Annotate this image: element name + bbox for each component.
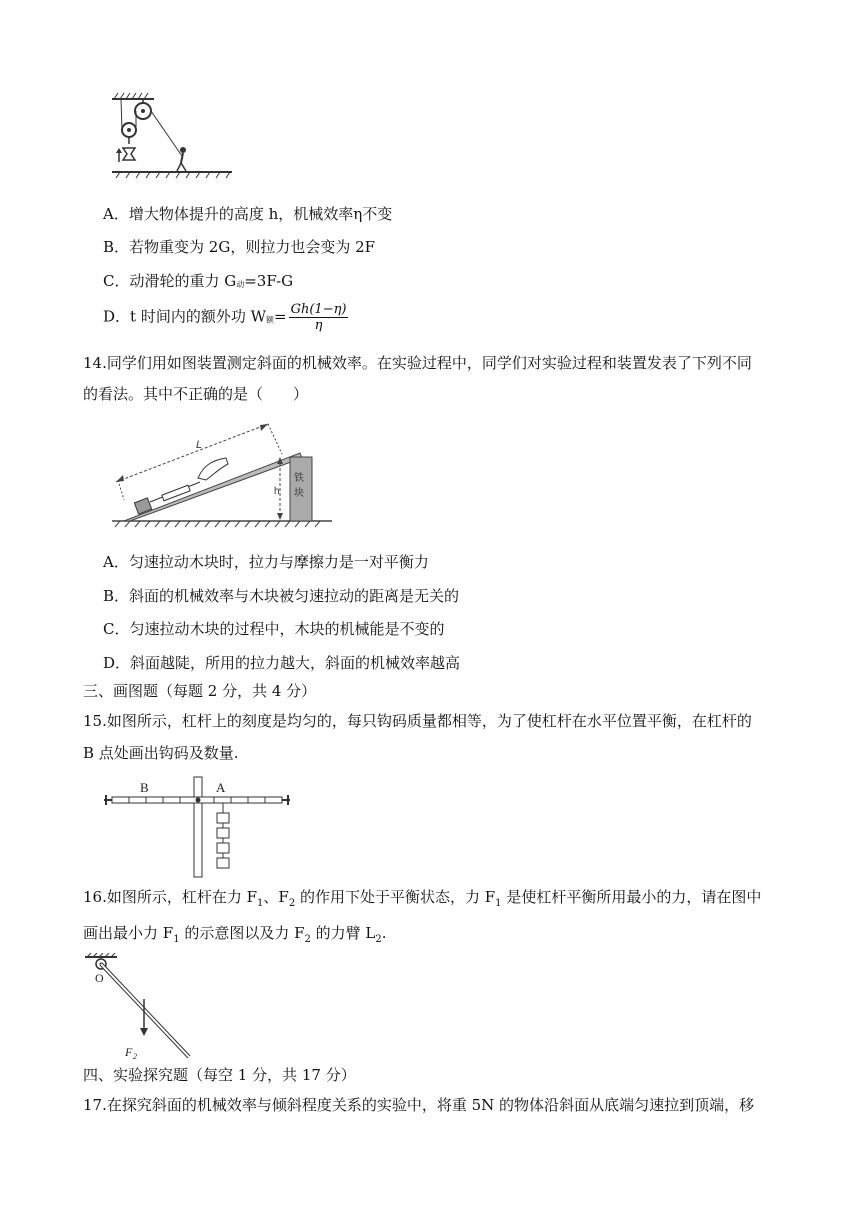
q14-option-d: D．斜面越陡，所用的拉力越大，斜面的机械效率越高 bbox=[103, 654, 461, 672]
incline-figure bbox=[110, 420, 335, 530]
length-label: L bbox=[196, 439, 203, 451]
q16-question-line-2 bbox=[83, 922, 387, 945]
q13-option-c bbox=[103, 270, 293, 291]
lever-force-figure bbox=[83, 953, 198, 1063]
point-b-label: B bbox=[140, 780, 149, 795]
q14-option-a: A．匀速拉动木块时，拉力与摩擦力是一对平衡力 bbox=[103, 553, 429, 571]
q13-option-c-subscript: 动 bbox=[236, 280, 245, 289]
q15-question-line-2: B 点处画出钩码及数量. bbox=[83, 744, 239, 762]
q16-text-2d: . bbox=[381, 924, 387, 942]
point-a-label: A bbox=[216, 780, 226, 795]
q14-option-c: C．匀速拉动木块的过程中，木块的机械能是不变的 bbox=[103, 620, 445, 638]
q13-option-d-text: D．t 时间内的额外功 W bbox=[103, 307, 267, 326]
q16-subscript-5: 2 bbox=[304, 934, 311, 945]
pulley-figure bbox=[108, 92, 238, 182]
iron-block-label-1: 铁 bbox=[294, 473, 304, 484]
q16-text-1b: 、F bbox=[263, 888, 289, 906]
q13-option-d-equals: = bbox=[274, 307, 287, 326]
fraction-numerator: Gh(1−η) bbox=[290, 302, 347, 317]
q13-option-a: A．增大物体提升的高度 h，机械效率η不变 bbox=[103, 205, 393, 223]
q16-subscript-4: 1 bbox=[173, 934, 180, 945]
q16-text-1a: 16.如图所示，杠杆在力 F bbox=[83, 888, 258, 906]
q16-subscript-3: 1 bbox=[495, 898, 502, 909]
q14-question-line-1: 14.同学们用如图装置测定斜面的机械效率。在实验过程中，同学们对实验过程和装置发表了下列不同 bbox=[83, 354, 752, 372]
q16-subscript-1: 1 bbox=[257, 898, 264, 909]
q16-text-1c: 的作用下处于平衡状态，力 F bbox=[295, 888, 496, 906]
q16-text-1d: 是使杠杆平衡所用最小的力，请在图中 bbox=[501, 888, 762, 906]
q13-option-b: B．若物重变为 2G，则拉力也会变为 2F bbox=[103, 238, 376, 256]
q16-text-2b: 的示意图以及力 F bbox=[179, 924, 305, 942]
force-f2-label: F bbox=[125, 1045, 133, 1059]
q13-option-d bbox=[103, 302, 348, 333]
q14-option-b: B．斜面的机械效率与木块被匀速拉动的距离是无关的 bbox=[103, 587, 460, 605]
q17-question-line-1: 17.在探究斜面的机械效率与倾斜程度关系的实验中，将重 5N 的物体沿斜面从底端匀速拉到顶端，移 bbox=[83, 1096, 755, 1114]
pivot-o-label: O bbox=[95, 971, 104, 985]
fraction-denominator: η bbox=[314, 318, 323, 333]
q16-question-line-1 bbox=[83, 886, 761, 909]
q16-subscript-6: 2 bbox=[375, 934, 382, 945]
iron-block-label-2: 块 bbox=[294, 488, 304, 499]
lever-figure bbox=[102, 775, 292, 878]
force-f2-subscript: 2 bbox=[133, 1052, 137, 1061]
q13-option-d-subscript: 额 bbox=[266, 315, 275, 325]
section-3-heading: 三、画图题（每题 2 分，共 4 分） bbox=[83, 682, 317, 700]
q13-option-d-fraction bbox=[289, 302, 349, 333]
q14-question-line-2: 的看法。其中不正确的是（ ） bbox=[83, 385, 309, 403]
q15-question-line-1: 15.如图所示，杠杆上的刻度是均匀的，每只钩码质量都相等，为了使杠杆在水平位置平衡，在杠杆的 bbox=[83, 712, 752, 730]
q16-text-2c: 的力臂 L bbox=[310, 924, 376, 942]
q13-option-c-text: C．动滑轮的重力 G bbox=[103, 272, 237, 290]
q16-subscript-2: 2 bbox=[288, 898, 296, 909]
height-label: h bbox=[274, 486, 280, 497]
section-4-heading: 四、实验探究题（每空 1 分，共 17 分） bbox=[83, 1066, 356, 1084]
q13-option-c-equation: =3F-G bbox=[244, 272, 294, 290]
q16-text-2a: 画出最小力 F bbox=[83, 924, 174, 942]
